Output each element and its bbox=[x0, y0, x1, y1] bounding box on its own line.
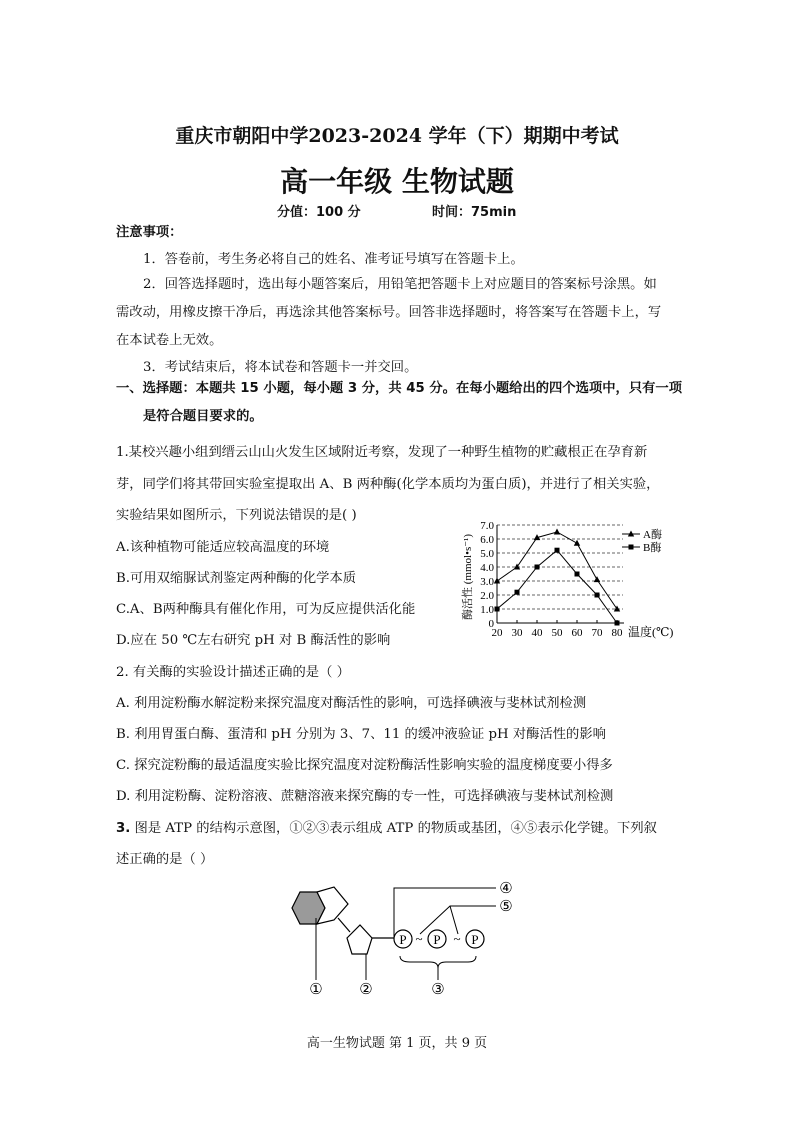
note-2-line-2: 需改动，用橡皮擦干净后，再选涂其他答案标号。回答非选择题时，将答案写在答题卡上，写 bbox=[116, 305, 662, 320]
q1-option-a: A.该种植物可能适应较高温度的环境 bbox=[116, 540, 330, 555]
data-point-b bbox=[535, 565, 540, 570]
x-tick-label: 70 bbox=[591, 627, 603, 639]
label-5: ⑤ bbox=[499, 899, 513, 915]
y-tick-label: 0 bbox=[488, 618, 494, 630]
section-1-heading: 一、选择题：本题共 15 小题，每小题 3 分，共 45 分。在每小题给出的四个选项中，只有一项 bbox=[116, 381, 683, 396]
q1-stem-line-2: 芽，同学们将其带回实验室提取出 A、B 两种酶(化学本质均为蛋白质)，并进行了相关实验， bbox=[116, 477, 660, 492]
q3-stem-line-2: 述正确的是（ ） bbox=[116, 852, 214, 867]
q2-option-c: C. 探究淀粉酶的最适温度实验比探究温度对淀粉酶活性影响实验的温度梯度要小得多 bbox=[116, 758, 613, 773]
y-tick-label: 4.0 bbox=[480, 562, 494, 574]
series-line-2 bbox=[497, 550, 617, 623]
q1-option-d: D.应在 50 ℃左右研究 pH 对 B 酶活性的影响 bbox=[116, 633, 391, 648]
note-2-line-1: 2．回答选择题时，选出每小题答案后，用铅笔把答题卡上对应题目的答案标号涂黑。如 bbox=[143, 277, 657, 292]
label-4: ④ bbox=[499, 881, 513, 897]
svg-text:~: ~ bbox=[415, 931, 423, 946]
x-tick-label: 60 bbox=[571, 627, 583, 639]
score-info: 分值：100 分 bbox=[277, 205, 361, 220]
notes-heading: 注意事项： bbox=[116, 225, 183, 240]
data-point-b bbox=[555, 548, 560, 553]
enzyme-activity-chart bbox=[458, 515, 688, 645]
x-tick-label: 20 bbox=[491, 627, 503, 639]
y-tick-label: 5.0 bbox=[480, 548, 494, 560]
x-tick-label: 30 bbox=[511, 627, 523, 639]
phosphate-label-2: P bbox=[433, 932, 441, 947]
data-point-b bbox=[575, 572, 580, 577]
atp-structure-diagram bbox=[270, 872, 530, 1002]
y-tick-label: 1.0 bbox=[480, 604, 494, 616]
legend-label: B酶 bbox=[643, 542, 662, 554]
x-tick-label: 40 bbox=[531, 627, 543, 639]
q3-stem-line-1 bbox=[116, 821, 657, 837]
phosphate-label-3: P bbox=[471, 932, 479, 947]
q2-option-b: B. 利用胃蛋白酶、蛋清和 pH 分别为 3、7、11 的缓冲液验证 pH 对酶活性的影响 bbox=[116, 727, 606, 742]
x-axis-label: 温度(℃) bbox=[628, 625, 674, 639]
y-tick-labels bbox=[480, 520, 494, 630]
data-point-b bbox=[495, 607, 500, 612]
data-point-a bbox=[594, 576, 600, 582]
label-3: ③ bbox=[431, 982, 445, 998]
q1-option-b: B.可用双缩脲试剂鉴定两种酶的化学本质 bbox=[116, 571, 357, 586]
q2-option-d: D. 利用淀粉酶、淀粉溶液、蔗糖溶液来探究酶的专一性，可选择碘液与斐林试剂检测 bbox=[116, 789, 614, 804]
note-1: 1．答卷前，考生务必将自己的姓名、准考证号填写在答题卡上。 bbox=[143, 252, 524, 267]
data-point-b bbox=[595, 593, 600, 598]
data-point-b bbox=[615, 621, 620, 626]
school-title: 重庆市朝阳中学2023-2024 学年（下）期期中考试 bbox=[175, 125, 619, 147]
label-1: ① bbox=[309, 982, 323, 998]
subject-title: 高一年级 生物试题 bbox=[280, 165, 514, 198]
y-tick-label: 7.0 bbox=[480, 520, 494, 532]
data-point-a bbox=[574, 540, 580, 546]
phosphate-label-1: P bbox=[399, 932, 407, 947]
bond-5-pointer bbox=[420, 906, 496, 934]
y-axis-label: 酶活性 (mmol•s⁻¹) bbox=[462, 534, 474, 620]
y-tick-label: 6.0 bbox=[480, 534, 494, 546]
q1-stem-line-3: 实验结果如图所示，下列说法错误的是( ) bbox=[116, 508, 357, 523]
q2-stem: 2. 有关酶的实验设计描述正确的是（ ） bbox=[116, 665, 350, 680]
x-tick-label: 50 bbox=[551, 627, 563, 639]
q3-stem-text: 图是 ATP 的结构示意图，①②③表示组成 ATP 的物质或基团，④⑤表示化学键。下列叙 bbox=[130, 821, 657, 836]
note-3: 3．考试结束后，将本试卷和答题卡一并交回。 bbox=[143, 360, 418, 375]
q3-number: 3. bbox=[116, 821, 131, 836]
section-1-heading-cont: 是符合题目要求的。 bbox=[143, 409, 263, 424]
x-tick-label: 80 bbox=[611, 627, 623, 639]
chart-series bbox=[494, 529, 620, 626]
phosphate-group-brace bbox=[400, 956, 476, 968]
note-2-line-3: 在本试卷上无效。 bbox=[116, 333, 223, 348]
page-footer: 高一生物试题 第 1 页，共 9 页 bbox=[306, 1036, 488, 1051]
time-info: 时间：75min bbox=[432, 205, 517, 220]
data-point-a bbox=[494, 578, 500, 584]
ribose-pentagon-icon bbox=[347, 925, 372, 954]
q2-option-a: A. 利用淀粉酶水解淀粉来探究温度对酶活性的影响，可选择碘液与斐林试剂检测 bbox=[116, 696, 587, 711]
q1-option-c: C.A、B两种酶具有催化作用，可为反应提供活化能 bbox=[116, 602, 416, 617]
y-tick-label: 3.0 bbox=[480, 576, 494, 588]
legend-label: A酶 bbox=[643, 529, 662, 541]
label-2: ② bbox=[359, 982, 373, 998]
q1-stem-line-1: 1.某校兴趣小组到缙云山山火发生区域附近考察，发现了一种野生植物的贮藏根正在孕育新 bbox=[116, 445, 648, 460]
y-tick-label: 2.0 bbox=[480, 590, 494, 602]
legend-marker-b bbox=[629, 545, 634, 550]
data-point-b bbox=[515, 590, 520, 595]
bond-4-pointer bbox=[394, 888, 496, 938]
svg-text:~: ~ bbox=[453, 931, 461, 946]
chart-legend bbox=[622, 527, 662, 554]
data-point-a bbox=[554, 529, 560, 535]
